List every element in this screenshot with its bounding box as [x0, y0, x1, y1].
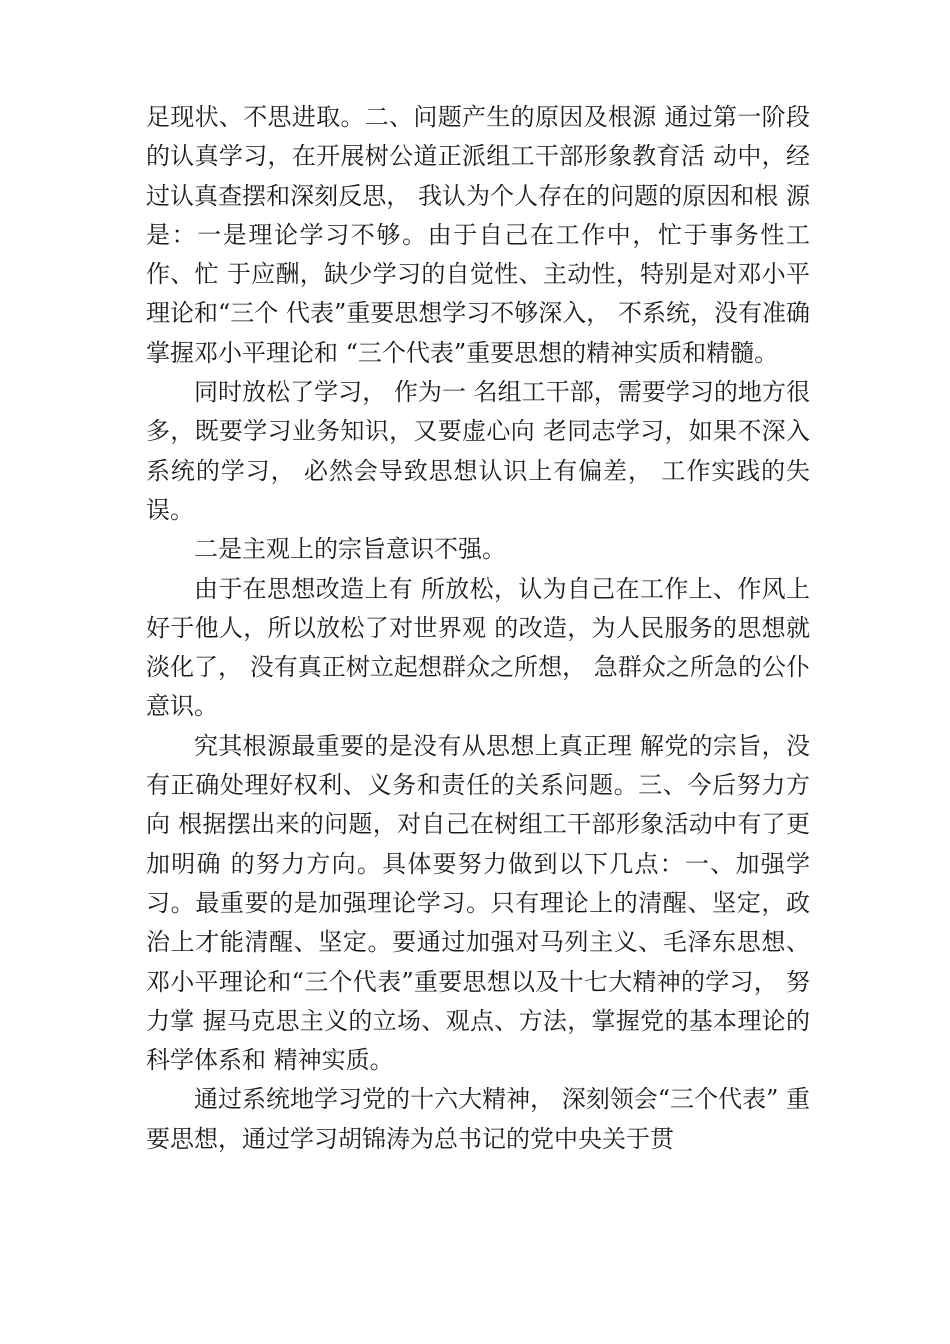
paragraph: 由于在思想改造上有 所放松，认为自己在工作上、作风上好于他人，所以放松了对世界观 的改造，为人民服务的思想就淡化了， 没有真正树立起想群众之所想， 急群众之所急的公仆意识。 — [146, 574, 810, 721]
document-body — [146, 98, 810, 1159]
paragraph: 二是主观上的宗旨意识不强。 — [194, 535, 506, 564]
paragraph: 通过系统地学习党的十六大精神， 深刻领会“三个代表” 重要思想，通过学习胡锦涛为总书记的党中央关于贯 — [146, 1085, 810, 1153]
paragraph: 足现状、不思进取。二、问题产生的原因及根源 通过第一阶段的认真学习，在开展树公道正派组工干部形象教育活 动中，经过认真查摆和深刻反思， 我认为个人存在的问题的原因和根 源是：一是理论学习不够。由于自己在工作中，忙于事务性工作、忙 于应酬，缺少学习的自觉性、主动性，特别是对邓小平理论和“三个 代表”重要思想学习不够深入， 不系统，没有准确掌握邓小平理论和 “三个代表”重要思想的精神实质和精髓。 — [146, 103, 810, 367]
paragraph: 同时放松了学习， 作为一 名组工干部，需要学习的地方很多，既要学习业务知识，又要虚心向 老同志学习，如果不深入系统的学习， 必然会导致思想认识上有偏差， 工作实践的失误。 — [146, 378, 810, 524]
paragraph: 究其根源最重要的是没有从思想上真正理 解党的宗旨，没有正确处理好权利、义务和责任的关系问题。三、今后努力方向 根据摆出来的问题，对自己在树组工干部形象活动中有了更加明确 的努力方向。具体要努力做到以下几点：一、加强学习。最重要的是加强理论学习。只有理论上的清醒、坚定，政治上才能清醒、坚定。要通过加强对马列主义、毛泽东思想、 邓小平理论和“三个代表”重要思想以及十七大精神的学习， 努力掌 握马克思主义的立场、观点、方法，掌握党的基本理论的科学体系和 精神实质。 — [146, 731, 810, 1075]
